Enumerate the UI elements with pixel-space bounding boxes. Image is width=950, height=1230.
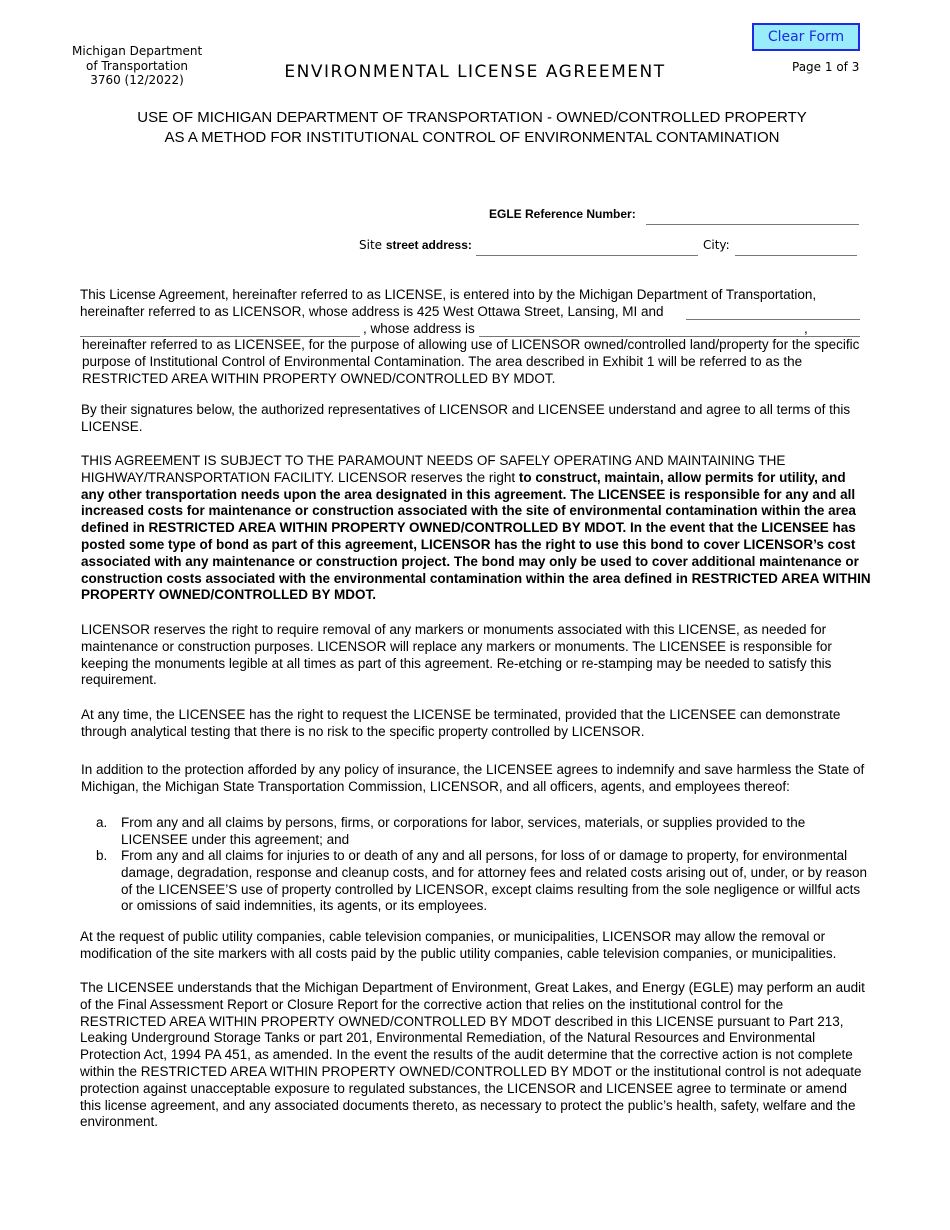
para8-egle-audit: The LICENSEE understands that the Michigan Department of Environment, Great Lakes, and Energy (EGLE) may perform an audit of the Final Assessment Report or Closure Report for the corrective action that relies on the institutional control for the RESTRICTED AREA WITHIN PROPERTY OWNED/CONTROLLED BY MDOT described in this LICENSE pursuant to Part 213, Leaking Underground Storage Tanks or part 201, Environmental Remediation, of the Natural Resources and Environmental Protection Act, 1994 PA 451, as amended. In the event the results of the audit determine that the corrective action is not complete within the RESTRICTED AREA WITHIN PROPERTY OWNED/CONTROLLED BY MDOT or the institutional control is not adequate protection against unacceptable exposure to regulated substances, the LICENSOR and LICENSEE agree to terminate or amend this license agreement, and any associated documents thereto, as necessary to protect the public’s health, safety, welfare and the environment.: [80, 980, 865, 1130]
document-subtitle: [0, 108, 944, 148]
para3-normal-text: THIS AGREEMENT IS SUBJECT TO THE PARAMOUNT NEEDS OF SAFELY OPERATING AND MAINTAINING THE HIGHWAY/TRANSPORTATION FACILITY. LICENSOR reserves the right: [81, 453, 786, 485]
list-item-a: From any and all claims by persons, firms, or corporations for labor, services, materials, or supplies provided to the LICENSEE under this agreement; and: [121, 815, 806, 847]
para5-termination: At any time, the LICENSEE has the right to request the LICENSE be terminated, provided that the LICENSEE can demonstrate through analytical testing that there is no risk to the specific property controlled by LICENSOR.: [81, 707, 841, 739]
para7-site-markers: At the request of public utility companies, cable television companies, or municipalities, LICENSOR may allow the removal or modification of the site markers with all costs paid by the public utility companies, cable television companies, or municipalities.: [80, 929, 837, 961]
site-label-bold: street address:: [385, 238, 472, 252]
agency-name-line1: Michigan Department: [72, 44, 203, 58]
list-item-b: From any and all claims for injuries to or death of any and all persons, for loss of or damage to property, for environmental damage, degradation, response and cleanup costs, and for attorney fees and related costs arising out of, under, or by reason of the LICENSEE’S use of property controlled by LICENSOR, except claims resulting from the sole negligence or willful acts or omissions of said indemnities, its agents, or its employees.: [121, 848, 867, 914]
egle-reference-label: EGLE Reference Number:: [489, 207, 636, 221]
site-label-pre: Site: [359, 238, 386, 252]
site-address-label: [359, 238, 472, 252]
egle-reference-input[interactable]: [646, 207, 859, 225]
page-number: Page 1 of 3: [792, 60, 860, 74]
para1-body: hereinafter referred to as LICENSEE, for the purpose of allowing use of LICENSOR owned/controlled land/property for the specific purpose of Institutional Control of Environmental Contamination. The area described in Exhibit 1 will be referred to as the RESTRICTED AREA WITHIN PROPERTY OWNED/CONTROLLED BY MDOT.: [82, 337, 860, 386]
agency-name-line2: of Transportation: [85, 58, 189, 73]
city-input[interactable]: [735, 238, 857, 256]
para6-indemnify: In addition to the protection afforded by any policy of insurance, the LICENSEE agrees to indemnify and save harmless the State of Michigan, the Michigan State Transportation Commission, LICENSOR, and all officers, agents, and employees thereof:: [81, 762, 865, 794]
address-comma: ,: [804, 321, 808, 336]
para1-line2: hereinafter referred to as LICENSOR, whose address is 425 West Ottawa Street, Lansing, MI and: [80, 304, 664, 319]
para3-bold-text: to construct, maintain, allow permits for utility, and any other transportation needs upon the area designated in this agreement. The LICENSEE is responsible for any and all increased costs for maintenance or construction associated with the site of environmental contamination within the area defined in RESTRICTED AREA WITHIN PROPERTY OWNED/CONTROLLED BY MDOT. In the event that the LICENSEE has posted some type of bond as part of this agreement, LICENSOR has the right to use this bond to cover LICENSOR’s cost associated with any maintenance or construction project. The bond may only be used to cover additional maintenance or construction costs associated with the environmental contamination within the area defined in RESTRICTED AREA WITHIN PROPERTY OWNED/CONTROLLED BY MDOT.: [81, 469, 871, 603]
para1-line1: This License Agreement, hereinafter referred to as LICENSE, is entered into by the Michigan Department of Transportation,: [80, 287, 817, 302]
site-street-address-input[interactable]: [476, 238, 698, 256]
clear-form-button[interactable]: Clear Form: [752, 23, 860, 51]
licensee-address-input[interactable]: [479, 320, 860, 337]
list-marker-a: a.: [96, 815, 108, 830]
whose-address-text: , whose address is: [363, 321, 475, 336]
list-marker-b: b.: [96, 848, 108, 863]
city-label: City:: [703, 238, 730, 252]
para2-signatures: By their signatures below, the authorized representatives of LICENSOR and LICENSEE understand and agree to all terms of this LICENSE.: [81, 402, 851, 434]
subtitle-line1: USE OF MICHIGAN DEPARTMENT OF TRANSPORTATION - OWNED/CONTROLLED PROPERTY: [137, 109, 807, 126]
para3-paramount-needs: [81, 453, 871, 604]
subtitle-line2: AS A METHOD FOR INSTITUTIONAL CONTROL OF ENVIRONMENTAL CONTAMINATION: [164, 129, 780, 146]
form-number: 3760 (12/2022): [90, 73, 184, 87]
licensee-name-continued-input[interactable]: [686, 303, 860, 320]
para4-markers: LICENSOR reserves the right to require removal of any markers or monuments associated with this LICENSE, as needed for maintenance or construction purposes. LICENSOR will replace any markers or monuments. The LICENSEE is responsible for keeping the monuments legible at all times as part of this agreement. Re-etching or re-stamping may be needed to satisfy this requirement.: [81, 622, 832, 688]
licensee-name-input[interactable]: [80, 320, 360, 337]
document-title: ENVIRONMENTAL LICENSE AGREEMENT: [284, 62, 666, 82]
